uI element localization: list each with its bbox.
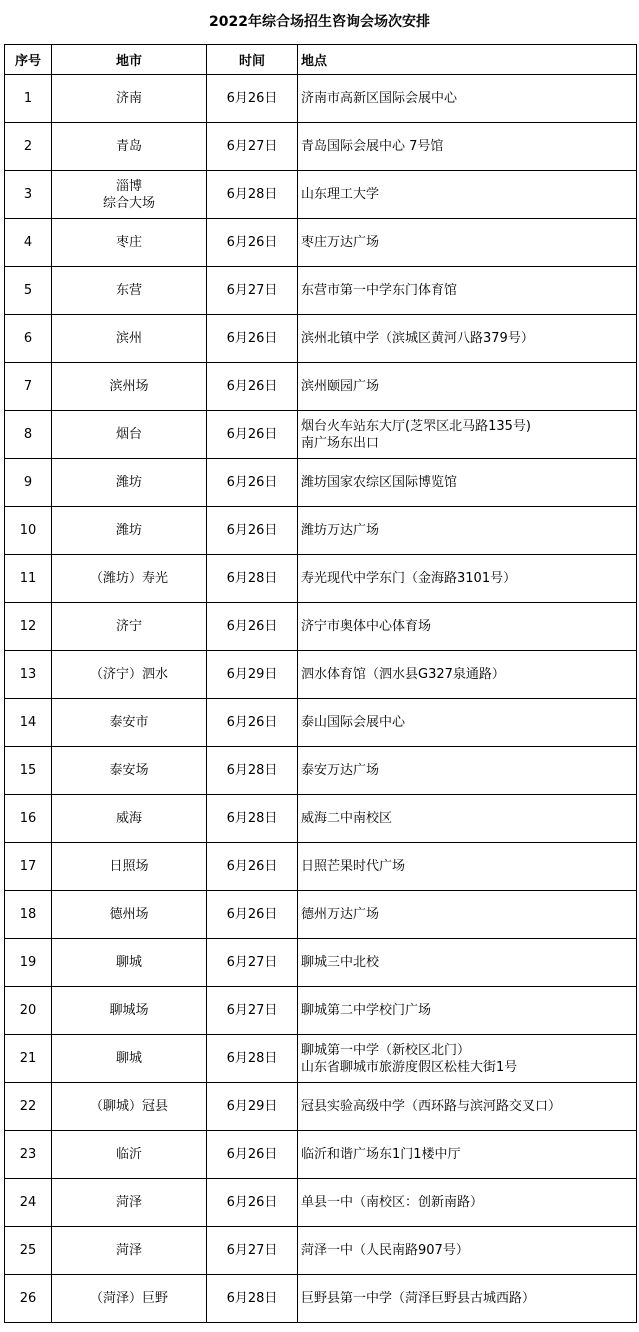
row-city: 菏泽 — [52, 1227, 207, 1275]
header-row — [5, 45, 637, 75]
row-date: 6月28日 — [207, 171, 298, 219]
row-number: 1 — [5, 75, 52, 123]
row-venue: 临沂和谐广场东1门1楼中厅 — [298, 1131, 637, 1179]
row-date: 6月26日 — [207, 411, 298, 459]
row-venue: 泰山国际会展中心 — [298, 699, 637, 747]
row-number: 12 — [5, 603, 52, 651]
table-header — [5, 45, 637, 75]
row-number: 22 — [5, 1083, 52, 1131]
table-row — [5, 939, 637, 987]
row-date: 6月26日 — [207, 1179, 298, 1227]
row-number: 8 — [5, 411, 52, 459]
table-row — [5, 315, 637, 363]
row-date: 6月27日 — [207, 1227, 298, 1275]
row-date: 6月26日 — [207, 891, 298, 939]
row-number: 10 — [5, 507, 52, 555]
row-city: 滨州场 — [52, 363, 207, 411]
row-number: 11 — [5, 555, 52, 603]
row-venue: 聊城三中北校 — [298, 939, 637, 987]
header-no: 序号 — [5, 45, 52, 75]
row-number: 16 — [5, 795, 52, 843]
row-number: 20 — [5, 987, 52, 1035]
table-row — [5, 843, 637, 891]
table-row — [5, 1035, 637, 1083]
table-row — [5, 699, 637, 747]
row-city: 潍坊 — [52, 459, 207, 507]
row-date: 6月29日 — [207, 651, 298, 699]
row-number: 15 — [5, 747, 52, 795]
row-venue: 威海二中南校区 — [298, 795, 637, 843]
row-city: 菏泽 — [52, 1179, 207, 1227]
row-city: 青岛 — [52, 123, 207, 171]
row-date: 6月26日 — [207, 699, 298, 747]
row-city: 淄博 综合大场 — [52, 171, 207, 219]
schedule-table — [4, 44, 637, 1323]
table-row — [5, 219, 637, 267]
row-venue: 巨野县第一中学（菏泽巨野县古城西路） — [298, 1275, 637, 1323]
row-number: 26 — [5, 1275, 52, 1323]
row-venue: 青岛国际会展中心 7号馆 — [298, 123, 637, 171]
row-city: 威海 — [52, 795, 207, 843]
row-number: 21 — [5, 1035, 52, 1083]
row-number: 4 — [5, 219, 52, 267]
row-venue: 潍坊万达广场 — [298, 507, 637, 555]
row-venue: 东营市第一中学东门体育馆 — [298, 267, 637, 315]
table-row — [5, 459, 637, 507]
row-city: 临沂 — [52, 1131, 207, 1179]
row-number: 7 — [5, 363, 52, 411]
table-body — [5, 75, 637, 1323]
table-row — [5, 123, 637, 171]
table-row — [5, 1179, 637, 1227]
row-number: 3 — [5, 171, 52, 219]
row-city: 枣庄 — [52, 219, 207, 267]
row-venue: 菏泽一中（人民南路907号） — [298, 1227, 637, 1275]
row-number: 13 — [5, 651, 52, 699]
row-date: 6月28日 — [207, 555, 298, 603]
row-venue: 聊城第二中学校门广场 — [298, 987, 637, 1035]
row-city: （济宁）泗水 — [52, 651, 207, 699]
row-date: 6月26日 — [207, 363, 298, 411]
row-number: 9 — [5, 459, 52, 507]
row-city: 济宁 — [52, 603, 207, 651]
header-venue: 地点 — [298, 45, 637, 75]
row-number: 23 — [5, 1131, 52, 1179]
row-city: 东营 — [52, 267, 207, 315]
row-city: 日照场 — [52, 843, 207, 891]
row-venue: 滨州北镇中学（滨城区黄河八路379号） — [298, 315, 637, 363]
row-date: 6月26日 — [207, 1131, 298, 1179]
row-date: 6月28日 — [207, 747, 298, 795]
table-row — [5, 603, 637, 651]
row-city: （潍坊）寿光 — [52, 555, 207, 603]
row-city: 聊城 — [52, 939, 207, 987]
header-city: 地市 — [52, 45, 207, 75]
row-number: 6 — [5, 315, 52, 363]
row-number: 17 — [5, 843, 52, 891]
row-date: 6月26日 — [207, 75, 298, 123]
table-row — [5, 1083, 637, 1131]
row-venue: 济南市高新区国际会展中心 — [298, 75, 637, 123]
row-number: 19 — [5, 939, 52, 987]
row-city: 潍坊 — [52, 507, 207, 555]
row-date: 6月27日 — [207, 123, 298, 171]
table-row — [5, 1131, 637, 1179]
row-number: 18 — [5, 891, 52, 939]
row-venue: 日照芒果时代广场 — [298, 843, 637, 891]
row-venue: 山东理工大学 — [298, 171, 637, 219]
row-date: 6月26日 — [207, 843, 298, 891]
row-city: 泰安市 — [52, 699, 207, 747]
row-venue: 冠县实验高级中学（西环路与滨河路交叉口） — [298, 1083, 637, 1131]
row-date: 6月28日 — [207, 1035, 298, 1083]
row-number: 5 — [5, 267, 52, 315]
row-venue: 聊城第一中学（新校区北门） 山东省聊城市旅游度假区松桂大街1号 — [298, 1035, 637, 1083]
table-row — [5, 1275, 637, 1323]
row-date: 6月26日 — [207, 603, 298, 651]
table-row — [5, 795, 637, 843]
row-venue: 单县一中（南校区：创新南路） — [298, 1179, 637, 1227]
table-row — [5, 411, 637, 459]
table-row — [5, 891, 637, 939]
row-venue: 潍坊国家农综区国际博览馆 — [298, 459, 637, 507]
table-row — [5, 171, 637, 219]
row-city: 聊城场 — [52, 987, 207, 1035]
table-row — [5, 267, 637, 315]
row-number: 24 — [5, 1179, 52, 1227]
row-city: 泰安场 — [52, 747, 207, 795]
row-venue: 烟台火车站东大厅(芝罘区北马路135号) 南广场东出口 — [298, 411, 637, 459]
row-city: （菏泽）巨野 — [52, 1275, 207, 1323]
table-row — [5, 555, 637, 603]
header-date: 时间 — [207, 45, 298, 75]
row-date: 6月26日 — [207, 315, 298, 363]
row-venue: 滨州颐园广场 — [298, 363, 637, 411]
table-row — [5, 75, 637, 123]
row-date: 6月27日 — [207, 987, 298, 1035]
row-date: 6月27日 — [207, 267, 298, 315]
row-city: 济南 — [52, 75, 207, 123]
row-number: 2 — [5, 123, 52, 171]
row-venue: 泰安万达广场 — [298, 747, 637, 795]
row-venue: 德州万达广场 — [298, 891, 637, 939]
row-city: 烟台 — [52, 411, 207, 459]
table-row — [5, 987, 637, 1035]
row-date: 6月29日 — [207, 1083, 298, 1131]
row-city: （聊城）冠县 — [52, 1083, 207, 1131]
table-row — [5, 507, 637, 555]
row-number: 14 — [5, 699, 52, 747]
row-number: 25 — [5, 1227, 52, 1275]
row-venue: 泗水体育馆（泗水县G327泉通路） — [298, 651, 637, 699]
row-date: 6月27日 — [207, 939, 298, 987]
table-row — [5, 651, 637, 699]
row-venue: 寿光现代中学东门（金海路3101号） — [298, 555, 637, 603]
row-city: 滨州 — [52, 315, 207, 363]
table-row — [5, 363, 637, 411]
row-date: 6月28日 — [207, 1275, 298, 1323]
table-row — [5, 1227, 637, 1275]
row-venue: 枣庄万达广场 — [298, 219, 637, 267]
row-date: 6月26日 — [207, 219, 298, 267]
row-date: 6月26日 — [207, 507, 298, 555]
row-venue: 济宁市奥体中心体育场 — [298, 603, 637, 651]
table-row — [5, 747, 637, 795]
row-date: 6月28日 — [207, 795, 298, 843]
row-city: 德州场 — [52, 891, 207, 939]
row-date: 6月26日 — [207, 459, 298, 507]
row-city: 聊城 — [52, 1035, 207, 1083]
page-title: 2022年综合场招生咨询会场次安排 — [209, 14, 430, 30]
